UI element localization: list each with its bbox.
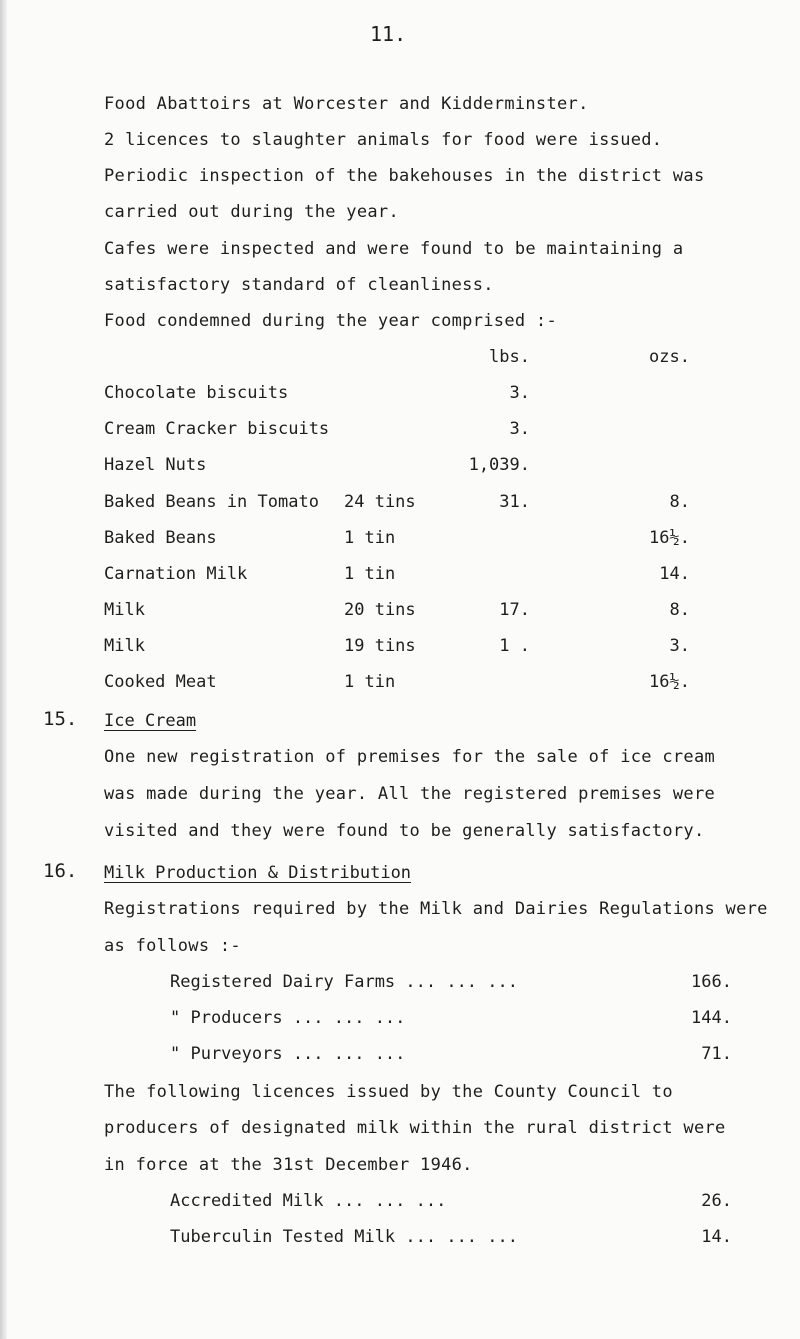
food-ozs: 3. <box>669 636 690 656</box>
food-quantity: 20 tins <box>344 600 416 620</box>
food-lbs: 3. <box>509 383 530 403</box>
food-ozs: 14. <box>659 564 690 584</box>
column-header-lbs: lbs. <box>489 347 530 367</box>
food-item: Baked Beans in Tomato <box>104 492 319 512</box>
text-line: Periodic inspection of the bakehouses in the district was <box>104 166 705 186</box>
food-quantity: 19 tins <box>344 636 416 656</box>
food-ozs: 8. <box>669 600 690 620</box>
food-quantity: 1 tin <box>344 564 396 584</box>
food-lbs: 1,039. <box>468 455 530 475</box>
registration-value: 71. <box>701 1044 732 1064</box>
food-ozs: 16½. <box>649 528 690 548</box>
text-line: The following licences issued by the County Council to <box>104 1082 673 1102</box>
page-number: 11. <box>370 22 407 46</box>
food-quantity: 1 tin <box>344 672 396 692</box>
text-line: One new registration of premises for the sale of ice cream <box>104 747 716 767</box>
food-lbs: 1 . <box>499 636 530 656</box>
food-lbs: 3. <box>509 419 530 439</box>
text-line: producers of designated milk within the rural district were <box>104 1118 726 1138</box>
food-item: Carnation Milk <box>104 564 248 584</box>
food-quantity: 24 tins <box>344 492 416 512</box>
column-header-ozs: ozs. <box>649 347 690 367</box>
licence-value: 14. <box>701 1227 732 1247</box>
food-lbs: 31. <box>499 492 530 512</box>
food-item: Baked Beans <box>104 528 217 548</box>
licence-value: 26. <box>701 1191 732 1211</box>
food-item: Cooked Meat <box>104 672 217 692</box>
food-ozs: 8. <box>669 492 690 512</box>
registration-value: 166. <box>691 972 732 992</box>
text-line: visited and they were found to be generally satisfactory. <box>104 821 705 841</box>
registration-label: " Purveyors ... ... ... <box>170 1044 406 1064</box>
licence-label: Accredited Milk ... ... ... <box>170 1191 447 1211</box>
registration-label: " Producers ... ... ... <box>170 1008 406 1028</box>
section-number: 15. <box>43 708 78 730</box>
food-item: Milk <box>104 636 145 656</box>
text-line: carried out during the year. <box>104 202 399 222</box>
text-line: in force at the 31st December 1946. <box>104 1155 473 1175</box>
text-line: 2 licences to slaughter animals for food were issued. <box>104 130 663 150</box>
text-line: was made during the year. All the registered premises were <box>104 784 716 804</box>
licence-label: Tuberculin Tested Milk ... ... ... <box>170 1227 518 1247</box>
food-quantity: 1 tin <box>344 528 396 548</box>
food-item: Milk <box>104 600 145 620</box>
food-item: Hazel Nuts <box>104 455 207 475</box>
text-line: Food condemned during the year comprised :- <box>104 311 557 331</box>
text-line: Food Abattoirs at Worcester and Kidderminster. <box>104 94 589 114</box>
text-line: Cafes were inspected and were found to be maintaining a <box>104 239 684 259</box>
text-line: as follows :- <box>104 936 241 956</box>
food-lbs: 17. <box>499 600 530 620</box>
text-line: satisfactory standard of cleanliness. <box>104 275 494 295</box>
food-ozs: 16½. <box>649 672 690 692</box>
section-heading: Milk Production & Distribution <box>104 863 412 883</box>
food-item: Chocolate biscuits <box>104 383 289 403</box>
section-heading: Ice Cream <box>104 711 197 731</box>
section-number: 16. <box>43 860 78 882</box>
registration-value: 144. <box>691 1008 732 1028</box>
text-line: Registrations required by the Milk and Dairies Regulations were <box>104 899 768 919</box>
food-item: Cream Cracker biscuits <box>104 419 330 439</box>
page-binding-edge <box>0 0 7 1339</box>
registration-label: Registered Dairy Farms ... ... ... <box>170 972 518 992</box>
